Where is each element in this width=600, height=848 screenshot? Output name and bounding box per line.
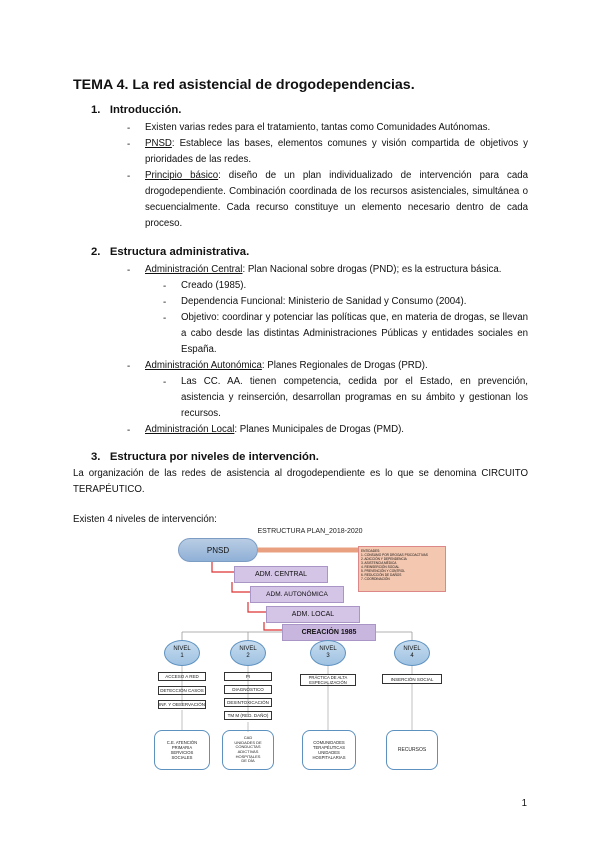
section-3-heading: 3. Estructura por niveles de intervención.	[91, 451, 319, 463]
level-1-resources: C.E. ATENCIÓN PRIMARIA SERVICIOS SOCIALES	[154, 730, 210, 770]
page-number: 1	[521, 798, 527, 809]
admin-central-item: Administración Central: Plan Nacional sobre drogas (PND); es la estructura básica.	[145, 264, 502, 275]
connector-arrow	[248, 602, 268, 612]
section-2-heading: 2. Estructura administrativa.	[91, 246, 250, 258]
level-2-resources: CAD UNIDADES DE CONDUCTAS ADICTIVAS HOSPITALES DE DÍA	[222, 730, 274, 770]
level-3-resources: COMUNIDADES TERAPÉUTICAS UNIDADES HOSPITALARIAS	[302, 730, 356, 770]
admin-autonomica-sub-1: Las CC. AA. tienen competencia, cedida por el Estado, en prevención, asistencia y reinserción, desarrollan programas en su ámbito y gestionan los recursos.	[181, 376, 528, 419]
bullet-dash: -	[163, 313, 167, 324]
level-3-box: PRÁCTICA DE ALTA ESPECIALIZACIÓN	[300, 674, 356, 686]
bullet-dash: -	[127, 265, 131, 276]
step-adm-autonomica: ADM. AUTONÓMICA	[250, 586, 344, 603]
step-adm-local: ADM. LOCAL	[266, 606, 360, 623]
level-1-box: ACCESO A RED	[158, 672, 206, 681]
admin-central-sub-3: Objetivo: coordinar y potenciar las políticas que, en materia de drogas, se llevan a cabo desde las distintas Administraciones Públicas y entidades sociales en España.	[181, 312, 528, 355]
section-3-intro: Existen 4 niveles de intervención:	[73, 514, 217, 525]
entities-note: ENTIDADES: 1. CONSUMO POR DROGAS PSICOACTIVAS 2. ADICCIÓN Y DEPENDENCIA 3. ASISTENCIA MÉDICA 4. REINSERCIÓN SOCIAL 5. PREVENCIÓN Y CONTROL 6. REDUCCIÓN DE DAÑOS 7. COORDINACIÓN	[358, 546, 446, 592]
intro-item-1: Existen varias redes para el tratamiento, tantas como Comunidades Autónomas.	[145, 122, 491, 133]
level-1-node: NIVEL 1	[164, 640, 200, 666]
level-2-box: DESINTOXICACIÓN	[224, 698, 272, 707]
bullet-dash: -	[163, 297, 167, 308]
level-4-node: NIVEL 4	[394, 640, 430, 666]
level-1-box: DETECCIÓN CASOS	[158, 686, 206, 695]
level-4-box: INSERCIÓN SOCIAL	[382, 674, 442, 684]
page-title: TEMA 4. La red asistencial de drogodependencias.	[73, 77, 415, 93]
bullet-dash: -	[163, 281, 167, 292]
diagram-title: ESTRUCTURA PLAN_2018-2020	[257, 527, 363, 535]
level-connector	[182, 684, 412, 732]
bullet-dash: -	[127, 425, 131, 436]
bullet-dash: -	[127, 139, 131, 150]
connector-arrow	[232, 582, 252, 592]
step-creacion-1985: CREACIÓN 1985	[282, 624, 376, 641]
level-2-box: DIAGNÓSTICO	[224, 685, 272, 694]
admin-local-item: Administración Local: Planes Municipales de Drogas (PMD).	[145, 424, 404, 435]
level-2-node: NIVEL 2	[230, 640, 266, 666]
level-3-node: NIVEL 3	[310, 640, 346, 666]
connector-arrow	[264, 622, 284, 630]
admin-central-sub-2: Dependencia Funcional: Ministerio de Sanidad y Consumo (2004).	[181, 296, 467, 307]
admin-autonomica-item: Administración Autonómica: Planes Regionales de Drogas (PRD).	[145, 360, 428, 371]
level-1-box: INF. Y OBSERVACIÓN	[159, 702, 205, 707]
section-1-heading: 1. Introducción.	[91, 104, 182, 116]
bullet-dash: -	[127, 123, 131, 134]
step-adm-central: ADM. CENTRAL	[234, 566, 328, 583]
intro-item-2: PNSD: Establece las bases, elementos comunes y visión compartida de objetivos y prioridades de las redes.	[145, 138, 528, 165]
level-2-box: PI	[224, 672, 272, 681]
bullet-dash: -	[127, 171, 131, 182]
pnsd-node: PNSD	[178, 538, 258, 562]
level-4-resources: RECURSOS	[386, 730, 438, 770]
levels-diagram	[150, 524, 450, 798]
bullet-dash: -	[163, 377, 167, 388]
level-connector	[182, 666, 412, 714]
intro-item-3: Principio básico: diseño de un plan individualizado de intervención para cada drogodependiente. Combinación coordinada de los recursos asistenciales, simultánea o secuencialmente. Cada recurso constituye un elemento necesario dentro de cada proceso.	[145, 170, 528, 229]
admin-central-sub-1: Creado (1985).	[181, 280, 247, 291]
section-3-paragraph: La organización de las redes de asistencia al drogodependiente es lo que se denomina CIRCUITO TERAPÉUTICO.	[73, 468, 528, 495]
level-2-box: TM M (RED. DAÑO)	[224, 711, 272, 720]
bullet-dash: -	[127, 361, 131, 372]
